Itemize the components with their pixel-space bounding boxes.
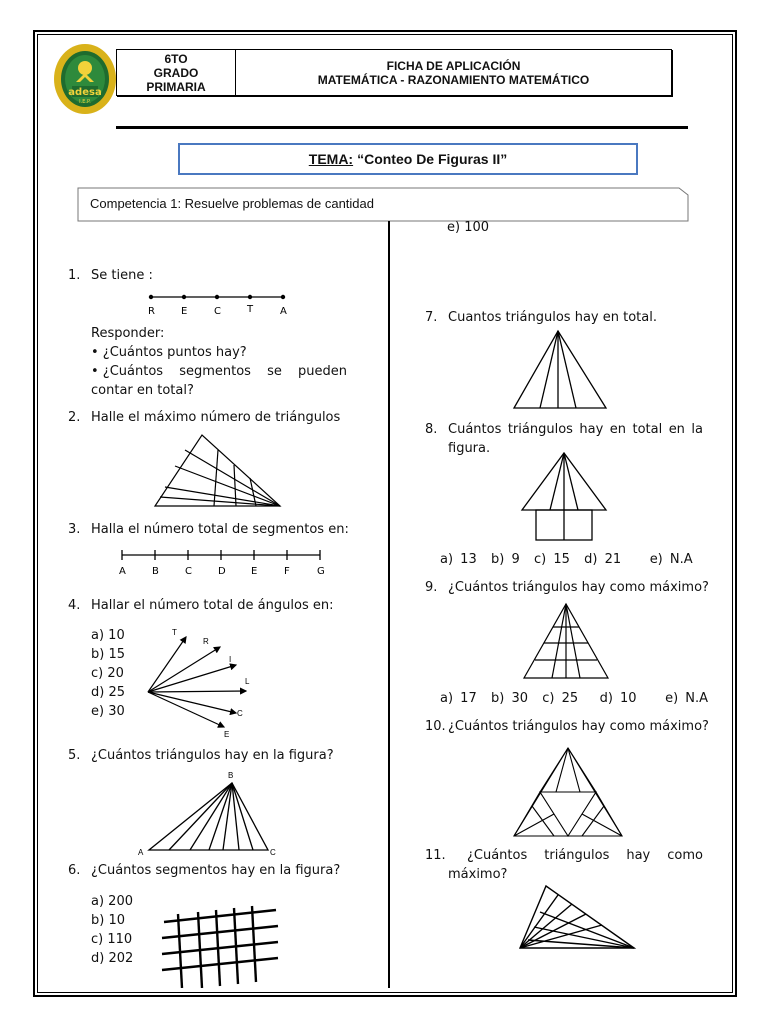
point-r xyxy=(149,295,153,299)
q9-option-d: d) 10 xyxy=(599,691,637,706)
q6-option-a: a) 200 xyxy=(91,894,133,909)
title-line-1: FICHA DE APLICACIÓN xyxy=(386,58,521,73)
q11-w2: triángulos xyxy=(544,848,610,863)
q3-prompt xyxy=(68,520,349,539)
q4-number: 4. xyxy=(68,598,81,613)
q7-prompt xyxy=(425,308,657,327)
q6-grid-figure xyxy=(158,900,282,988)
tema-label: TEMA: xyxy=(308,151,354,167)
title-line-2: MATEMÁTICA - RAZONAMIENTO MATEMÁTICO xyxy=(317,72,590,87)
q1-points-figure xyxy=(140,290,300,320)
q3-segment-figure xyxy=(110,548,334,578)
q6-prompt xyxy=(68,861,340,880)
competencia-text: Competencia 1: Resuelve problemas de cantidad xyxy=(90,196,375,211)
q6-option-e: e) 100 xyxy=(447,220,490,235)
q2-triangle-figure xyxy=(150,432,290,512)
q8-option-d: d) 21 xyxy=(584,552,622,567)
q11-w3: hay xyxy=(626,848,651,863)
svg-text:I.E.P.: I.E.P. xyxy=(79,99,91,105)
q9-prompt xyxy=(425,578,709,597)
q11-triangle-figure xyxy=(516,882,638,952)
label-e: E xyxy=(181,306,188,317)
q5-prompt xyxy=(68,746,334,765)
q8-prompt xyxy=(425,420,703,439)
seg-label-b: B xyxy=(152,566,159,577)
q8-w6: en xyxy=(668,422,685,437)
header-box xyxy=(116,49,672,96)
q4-option-b: b) 15 xyxy=(91,647,125,662)
q1-b2-w2: segmentos xyxy=(179,364,251,379)
q8-text-cont: figura. xyxy=(448,441,491,456)
ray-label-i: I xyxy=(229,655,232,664)
q4-option-d: d) 25 xyxy=(91,685,125,700)
q1-bullet-2-cont: contar en total? xyxy=(91,383,194,398)
q10-text: ¿Cuántos triángulos hay como máximo? xyxy=(448,719,709,734)
q6-number: 6. xyxy=(68,863,81,878)
q1-bullet-2 xyxy=(91,362,347,381)
q5-triangle-figure xyxy=(135,766,285,858)
q8-w7: la xyxy=(691,422,703,437)
q9-text: ¿Cuántos triángulos hay como máximo? xyxy=(448,580,709,595)
label-r: R xyxy=(148,306,155,317)
tema-box xyxy=(178,143,638,175)
grade-line-1: 6TO xyxy=(164,51,188,66)
grade-line-3: PRIMARIA xyxy=(146,79,206,94)
tema-title: “Conteo De Figuras II” xyxy=(357,151,508,167)
ray-label-l: L xyxy=(245,677,250,686)
seg-label-c: C xyxy=(185,566,192,577)
q11-number: 11. xyxy=(425,848,446,863)
q1-b2-w1: • ¿Cuántos xyxy=(91,364,164,379)
q8-w5: total xyxy=(632,422,663,437)
point-e xyxy=(182,295,186,299)
q4-rays-figure xyxy=(142,625,262,740)
q11-w1: ¿Cuántos xyxy=(467,848,528,863)
q5-number: 5. xyxy=(68,748,81,763)
label-t: T xyxy=(247,304,254,315)
q6-text: ¿Cuántos segmentos hay en la figura? xyxy=(91,863,341,878)
q3-number: 3. xyxy=(68,522,81,537)
q11-prompt xyxy=(425,846,703,865)
point-t xyxy=(248,295,252,299)
q4-option-e: e) 30 xyxy=(91,704,125,719)
q9-option-b: b) 30 xyxy=(490,691,528,706)
q5-text: ¿Cuántos triángulos hay en la figura? xyxy=(91,748,334,763)
seg-label-f: F xyxy=(284,566,290,577)
q8-number: 8. xyxy=(425,422,438,437)
q7-triangle-figure xyxy=(510,328,610,412)
q10-prompt xyxy=(425,717,709,736)
label-c: C xyxy=(214,306,221,317)
q8-w1: Cuántos xyxy=(448,422,502,437)
q4-option-c: c) 20 xyxy=(91,666,124,681)
q8-options xyxy=(440,550,693,569)
point-c xyxy=(215,295,219,299)
q11-w4: como xyxy=(667,848,703,863)
seg-label-e: E xyxy=(251,566,258,577)
school-logo xyxy=(52,42,118,116)
point-a xyxy=(281,295,285,299)
q9-option-a: a) 17 xyxy=(440,691,477,706)
q9-triangle-figure xyxy=(520,600,612,682)
q8-option-e: e) N.A xyxy=(649,552,693,567)
q2-text: Halle el máximo número de triángulos xyxy=(91,410,341,425)
ray-label-c: C xyxy=(237,709,243,718)
q11-text-cont: máximo? xyxy=(448,867,508,882)
q9-option-c: c) 25 xyxy=(542,691,579,706)
q10-triangle-figure xyxy=(510,744,626,840)
q2-prompt xyxy=(68,408,340,427)
q4-option-a: a) 10 xyxy=(91,628,125,643)
ray-label-r: R xyxy=(203,637,209,646)
q9-options xyxy=(440,689,708,708)
header-rule xyxy=(116,126,688,129)
q3-text: Halla el número total de segmentos en: xyxy=(91,522,349,537)
q4-prompt xyxy=(68,596,333,615)
seg-label-a: A xyxy=(119,566,126,577)
q8-option-c: c) 15 xyxy=(533,552,570,567)
q8-w3: hay xyxy=(579,422,604,437)
competencia-banner xyxy=(77,187,687,221)
q8-option-a: a) 13 xyxy=(440,552,477,567)
ray-label-t: T xyxy=(172,628,177,637)
q5-label-b: B xyxy=(228,771,234,780)
q6-option-c: c) 110 xyxy=(91,932,133,947)
q4-text: Hallar el número total de ángulos en: xyxy=(91,598,334,613)
q8-triangle-figure xyxy=(518,450,610,544)
grade-cell xyxy=(117,50,236,95)
q1-b2-w3: se xyxy=(267,364,282,379)
q8-option-b: b) 9 xyxy=(490,552,520,567)
q5-label-a: A xyxy=(138,848,144,857)
q2-number: 2. xyxy=(68,410,81,425)
grade-line-2: GRADO xyxy=(153,65,199,80)
column-divider xyxy=(388,221,390,988)
q6-option-b: b) 10 xyxy=(91,913,125,928)
label-a: A xyxy=(280,306,287,317)
q7-text: Cuantos triángulos hay en total. xyxy=(448,310,657,325)
title-cell xyxy=(236,50,671,95)
seg-label-g: G xyxy=(317,566,325,577)
q1-text: Se tiene : xyxy=(91,268,153,283)
q1-number: 1. xyxy=(68,268,81,283)
q8-w4: en xyxy=(609,422,627,437)
q5-label-c: C xyxy=(270,848,276,857)
q8-w2: triángulos xyxy=(507,422,573,437)
seg-label-d: D xyxy=(218,566,226,577)
q10-number: 10. xyxy=(425,719,446,734)
q9-number: 9. xyxy=(425,580,438,595)
q6-option-d: d) 202 xyxy=(91,951,134,966)
q1-responder: Responder: xyxy=(91,326,165,341)
q1-prompt xyxy=(68,266,153,285)
q7-number: 7. xyxy=(425,310,438,325)
q9-option-e: e) N.A xyxy=(665,691,709,706)
svg-text:adesa: adesa xyxy=(68,87,102,98)
q1-b2-w4: pueden xyxy=(298,364,347,379)
ray-label-e: E xyxy=(224,730,230,739)
q1-bullet-1: • ¿Cuántos puntos hay? xyxy=(91,345,247,360)
